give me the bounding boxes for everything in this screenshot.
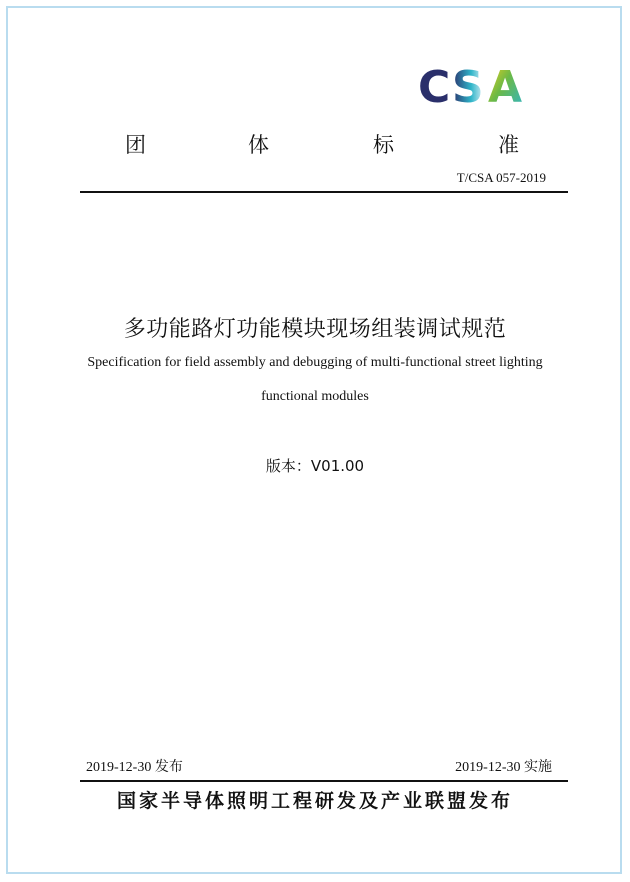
svg-text:A: A: [488, 62, 523, 108]
svg-text:S: S: [452, 62, 484, 108]
standard-type-char: 团: [125, 133, 146, 157]
implementation-date: 2019-12-30 实施: [455, 760, 552, 775]
standard-type-char: 标: [373, 133, 394, 157]
svg-text:C: C: [418, 62, 451, 108]
issue-date: 2019-12-30 发布: [86, 760, 183, 775]
standard-type-char: 准: [498, 133, 519, 157]
english-title-line2: functional modules: [261, 389, 369, 404]
csa-logo: [418, 60, 543, 108]
standard-number: T/CSA 057-2019: [456, 170, 546, 185]
chinese-title: 多功能路灯功能模块现场组装调试规范: [123, 317, 507, 342]
standard-type-heading: [0, 129, 630, 159]
bottom-divider: [80, 780, 568, 782]
publisher: 国家半导体照明工程研发及产业联盟发布: [116, 790, 513, 812]
version-label: 版本：V01.00: [265, 457, 365, 475]
english-title-line1: Specification for field assembly and debugging of multi-functional street lighting: [87, 355, 543, 370]
standard-type-char: 体: [248, 133, 269, 157]
top-divider: [80, 191, 568, 193]
